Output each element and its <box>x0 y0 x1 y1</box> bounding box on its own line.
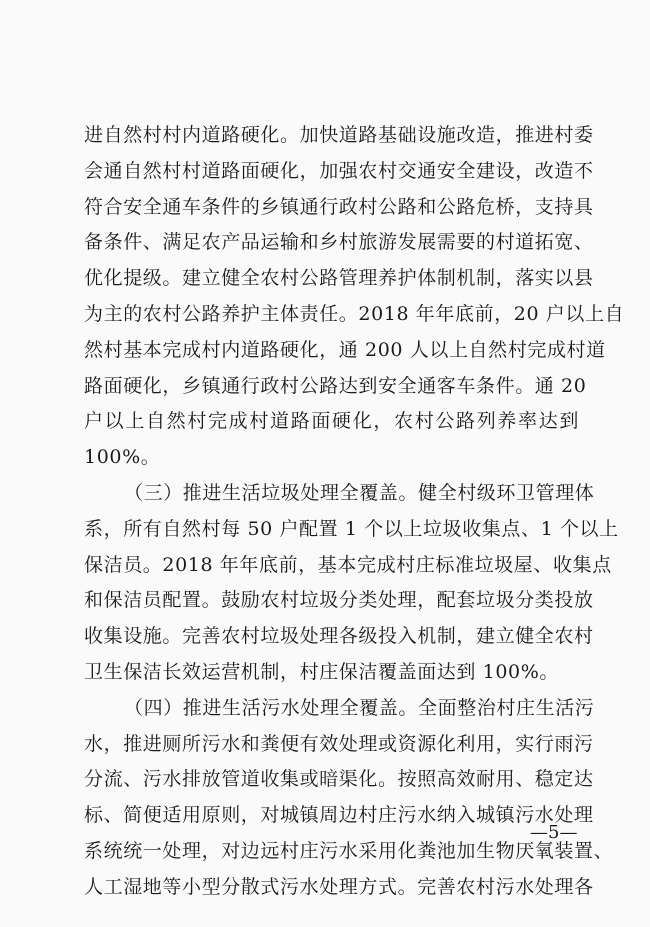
text-line: 人工湿地等小型分散式污水处理方式。完善农村污水处理各 <box>84 875 594 898</box>
section-heading-line: （四）推进生活污水处理全覆盖。全面整治村庄生活污 <box>124 696 595 719</box>
text-line: 备条件、满足农产品运输和乡村旅游发展需要的村道拓宽、 <box>84 231 594 254</box>
text-line: 优化提级。建立健全农村公路管理养护体制机制，落实以县 <box>84 267 594 290</box>
page-number: —5— <box>530 822 578 843</box>
text-line: 会通自然村村道路面硬化，加强农村交通安全建设，改造不 <box>84 159 594 182</box>
text-line: 和保洁员配置。鼓励农村垃圾分类处理，配套垃圾分类投放 <box>84 589 594 612</box>
text-line: 符合安全通车条件的乡镇通行政村公路和公路危桥，支持具 <box>84 195 594 218</box>
text-line: 分流、污水排放管道收集或暗渠化。按照高效耐用、稳定达 <box>84 768 594 791</box>
document-body <box>84 118 625 906</box>
section-heading-line: （三）推进生活垃圾处理全覆盖。健全村级环卫管理体 <box>124 481 595 504</box>
text-line: 标、简便适用原则，对城镇周边村庄污水纳入城镇污水处理 <box>84 804 594 827</box>
text-line: 保洁员。2018 年年底前，基本完成村庄标准垃圾屋、收集点 <box>84 553 612 576</box>
text-line: 系，所有自然村每 50 户配置 1 个以上垃圾收集点、1 个以上 <box>84 517 619 540</box>
text-line: 100%。 <box>84 446 161 469</box>
text-line: 进自然村村内道路硬化。加快道路基础设施改造，推进村委 <box>84 124 594 146</box>
text-line: 路面硬化，乡镇通行政村公路达到安全通客车条件。通 20 <box>84 374 587 397</box>
text-line: 收集设施。完善农村垃圾处理各级投入机制，建立健全农村 <box>84 625 594 648</box>
text-line: 户以上自然村完成村道路面硬化，农村公路列养率达到 <box>84 410 579 433</box>
text-line: 系统统一处理，对边远村庄污水采用化粪池加生物厌氧装置、 <box>84 839 614 862</box>
text-line: 然村基本完成村内道路硬化，通 200 人以上自然村完成村道 <box>84 338 606 361</box>
text-line: 卫生保洁长效运营机制，村庄保洁覆盖面达到 100%。 <box>84 660 559 683</box>
text-line: 为主的农村公路养护主体责任。2018 年年底前，20 户以上自 <box>84 302 625 325</box>
text-line: 水，推进厕所污水和粪便有效处理或资源化利用，实行雨污 <box>84 732 594 755</box>
